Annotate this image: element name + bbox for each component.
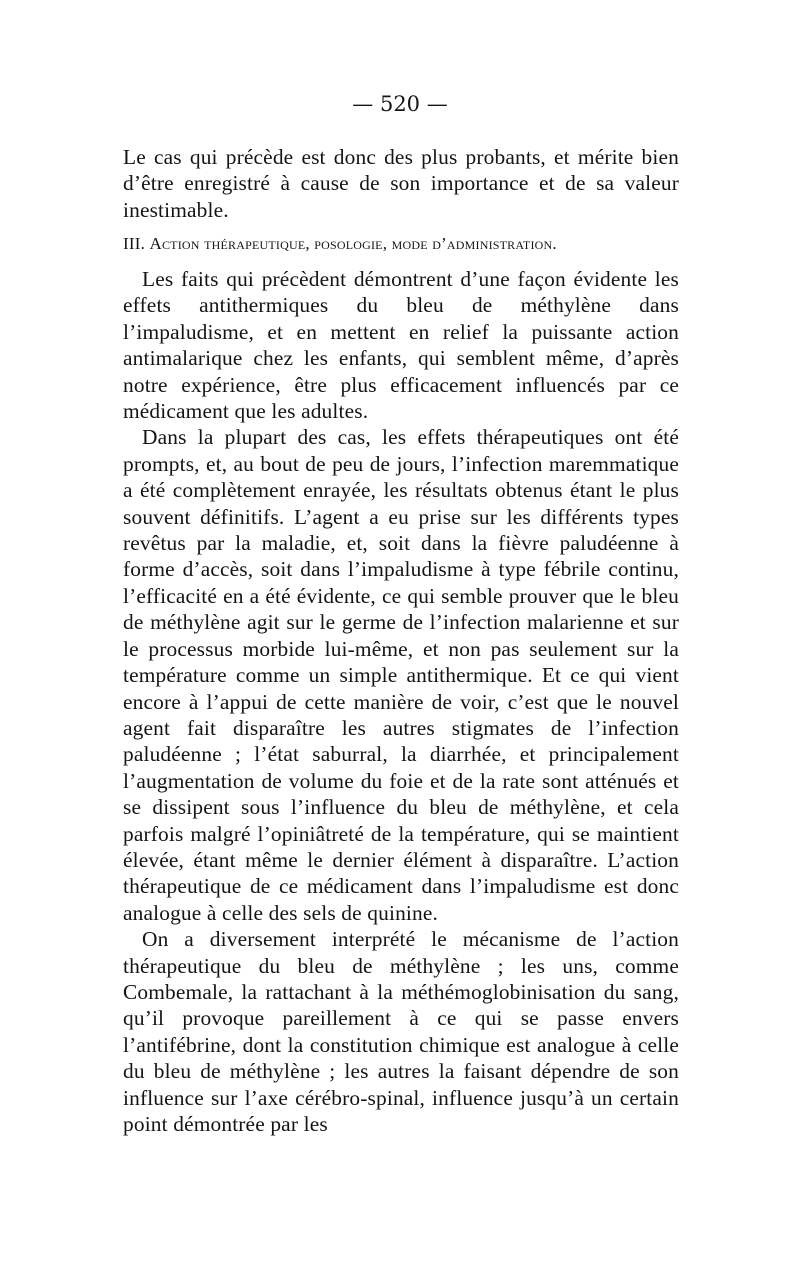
page-number: — 520 — <box>352 92 448 116</box>
paragraph-3: On a diversement interprété le mécanisme de l’action thérapeutique du bleu de méthylène ; les uns, comme Combemale, la rattachant à la méthémoglobinisation du sang, qu’il provoque pareillement à ce qui se passe envers l’antifébrine, dont la constitution chimique est analogue à celle du bleu de méthylène ; les autres la faisant dépendre de son influence sur l’axe cérébro-spinal, influence jusqu’à un certain point démontrée par les <box>123 927 679 1136</box>
section-heading <box>123 231 679 257</box>
section-number: III. <box>123 234 146 253</box>
paragraph-1: Les faits qui précèdent démontrent d’une façon évidente les effets antithermiques du bleu de méthylène dans l’impaludisme, et en mettent en relief la puissante action antimalarique chez les enfants, qui semblent même, d’après notre expérience, être plus efficacement influencés par ce médicament que les adultes. <box>123 267 679 424</box>
body-text <box>123 266 679 1137</box>
section-title: Action thérapeutique, posologie, mode d’administration. <box>149 234 557 253</box>
paragraph-2: Dans la plupart des cas, les effets thérapeutiques ont été prompts, et, au bout de peu de jours, l’infection maremmatique a été complètement enrayée, les résultats obtenus étant le plus souvent définitifs. L’agent a eu prise sur les différents types revêtus par la maladie, et, soit dans la fièvre paludéenne à forme d’accès, soit dans l’impaludisme à type fébrile continu, l’efficacité en a été évidente, ce qui semble prouver que le bleu de méthylène agit sur le germe de l’infection malarienne et sur le processus morbide lui-même, et non pas seulement sur la température comme un simple antithermique. Et ce qui vient encore à l’appui de cette manière de voir, c’est que le nouvel agent fait disparaître les autres stigmates de l’infection paludéenne ; l’état saburral, la diarrhée, et principalement l’augmentation de volume du foie et de la rate sont atténués et se dissipent sous l’influence du bleu de méthylène, et cela parfois malgré l’opiniâtreté de la température, qui se maintient élevée, étant même le dernier élément à disparaître. L’action thérapeutique de ce médicament dans l’impaludisme est donc analogue à celle des sels de quinine. <box>123 425 679 925</box>
intro-paragraph: Le cas qui précède est donc des plus probants, et mérite bien d’être enregistré à cause de son importance et de sa valeur inestimable. <box>123 145 679 222</box>
